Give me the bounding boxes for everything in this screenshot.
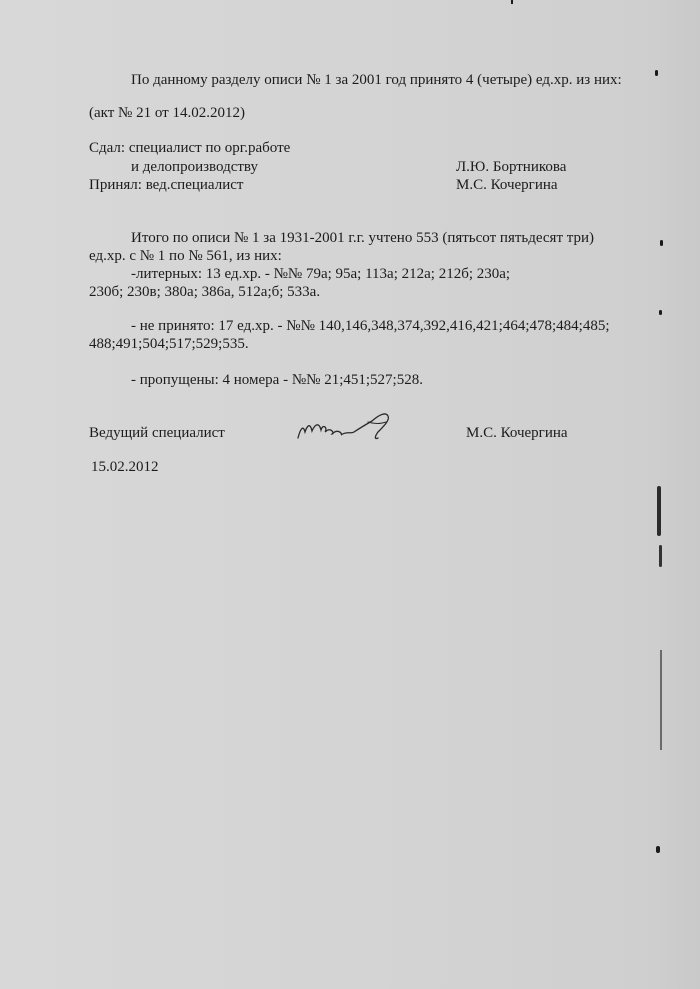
- binding-shadow: [657, 486, 661, 536]
- act-reference: (акт № 21 от 14.02.2012): [89, 105, 245, 121]
- handed-label-line2: и делопроизводству: [131, 159, 258, 175]
- received-name: М.С. Кочергина: [456, 177, 558, 193]
- received-label: Принял: вед.специалист: [89, 177, 244, 193]
- signoff-date: 15.02.2012: [91, 459, 159, 475]
- binding-shadow: [660, 650, 662, 750]
- signoff-position: Ведущий специалист: [89, 425, 225, 441]
- totals-literal-line2: 230б; 230в; 380а; 386а, 512а;б; 533а.: [89, 284, 321, 300]
- scan-speck: [656, 846, 660, 853]
- totals-line2: ед.хр. с № 1 по № 561, из них:: [89, 248, 282, 264]
- totals-literal-line1: -литерных: 13 ед.хр. - №№ 79а; 95а; 113а; 212а; 212б; 230а;: [131, 266, 511, 282]
- scan-speck: [511, 0, 513, 4]
- signoff-name: М.С. Кочергина: [466, 425, 568, 441]
- handed-name: Л.Ю. Бортникова: [456, 159, 567, 175]
- handed-label-line1: Сдал: специалист по орг.работе: [89, 140, 291, 156]
- binding-shadow: [659, 545, 662, 567]
- scan-speck: [660, 240, 663, 246]
- not-accepted-line1: - не принято: 17 ед.хр. - №№ 140,146,348,374,392,416,421;464;478;484;485;: [131, 318, 610, 334]
- summary-intro: По данному разделу описи № 1 за 2001 год принято 4 (четыре) ед.хр. из них:: [131, 72, 622, 88]
- handwritten-signature: [294, 408, 402, 444]
- skipped-numbers: - пропущены: 4 номера - №№ 21;451;527;528.: [131, 372, 423, 388]
- scan-speck: [659, 310, 662, 315]
- totals-line1: Итого по описи № 1 за 1931-2001 г.г. учтено 553 (пятьсот пятьдесят три): [131, 230, 595, 246]
- not-accepted-line2: 488;491;504;517;529;535.: [89, 336, 249, 352]
- scan-speck: [655, 70, 658, 76]
